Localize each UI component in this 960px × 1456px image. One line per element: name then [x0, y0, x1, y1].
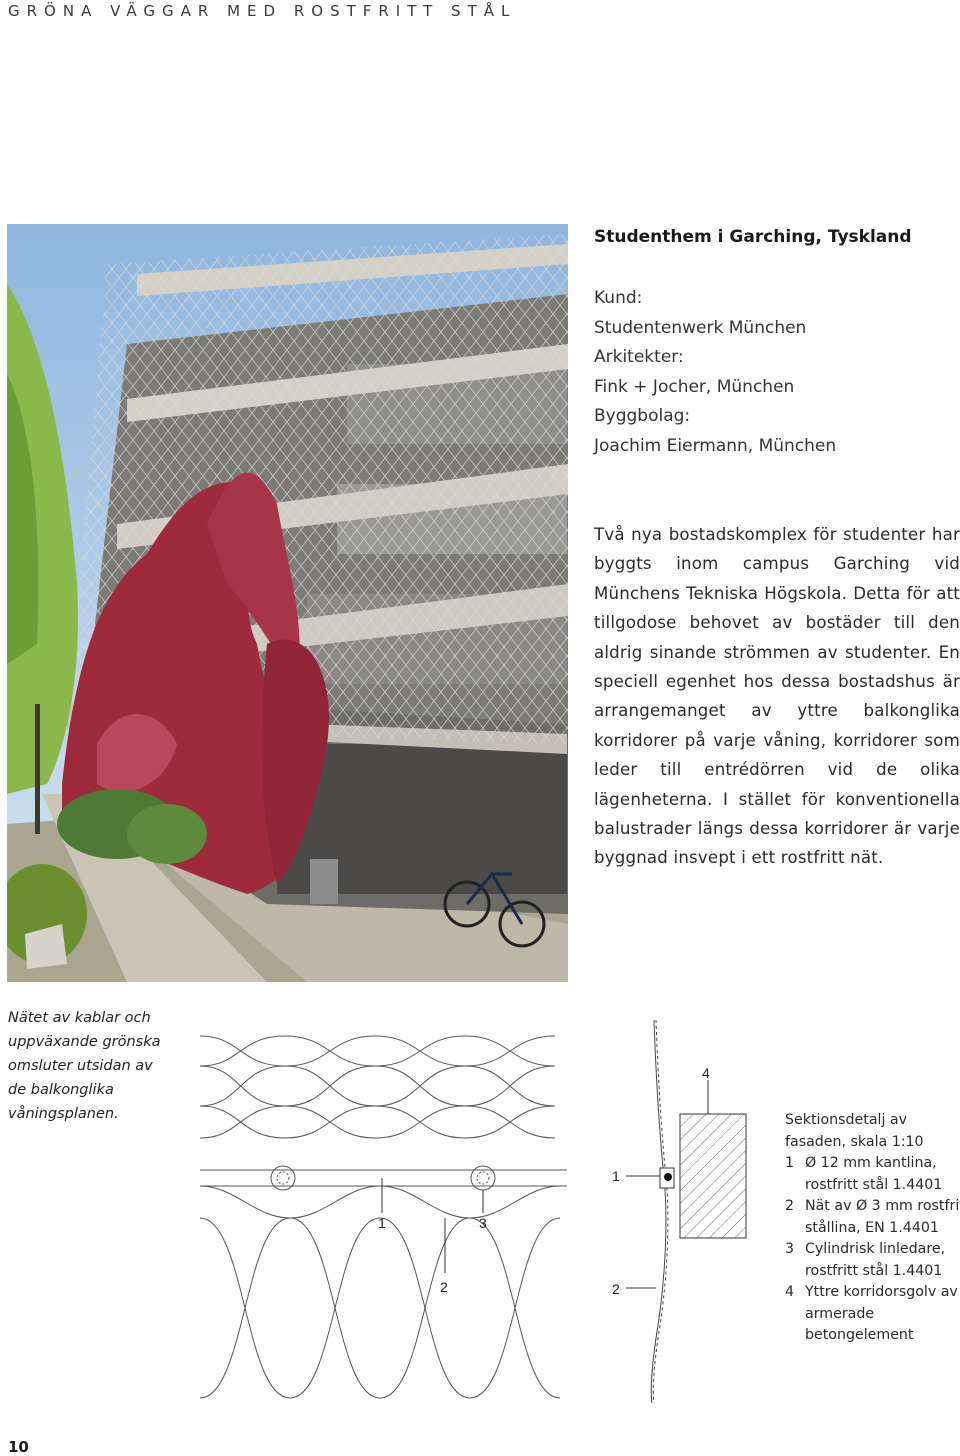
legend-item-number: 2 — [785, 1198, 795, 1214]
mesh-label-1: 1 — [378, 1215, 386, 1231]
legend-item-number: 3 — [785, 1241, 795, 1257]
section-detail-drawing — [598, 1018, 778, 1407]
section-label-2: 2 — [612, 1281, 620, 1297]
meta-value-client: Studentenwerk München — [594, 317, 807, 338]
drawing-legend — [785, 1110, 960, 1347]
photo-caption: Nätet av kablar och uppväxande grönska omsluter utsidan av de balkonglika våningsplanen. — [8, 1010, 161, 1122]
legend-title: Sektionsdetalj av fasaden, skala 1:10 — [785, 1112, 924, 1150]
running-header: GRÖNA VÄGGAR MED ROSTFRITT STÅL — [8, 2, 517, 20]
project-title: Studenthem i Garching, Tyskland — [594, 227, 912, 247]
meta-label-architects: Arkitekter: — [594, 347, 684, 367]
mesh-elevation-drawing — [195, 1018, 575, 1407]
meta-label-builder: Byggbolag: — [594, 406, 691, 426]
section-label-4: 4 — [702, 1065, 710, 1081]
legend-item — [785, 1153, 960, 1196]
meta-value-builder: Joachim Eiermann, München — [594, 435, 837, 456]
page-number: 10 — [8, 1438, 29, 1456]
legend-item-number: 4 — [785, 1284, 795, 1300]
legend-item-text: Yttre korridorsgolv av armerade betongelement — [805, 1284, 958, 1343]
legend-item-text: Ø 12 mm kantlina, rostfritt stål 1.4401 — [805, 1155, 943, 1193]
section-label-1: 1 — [612, 1168, 620, 1184]
legend-item — [785, 1282, 960, 1347]
meta-label-client: Kund: — [594, 288, 643, 308]
meta-value-architects: Fink + Jocher, München — [594, 376, 795, 397]
legend-item-number: 1 — [785, 1155, 795, 1171]
project-meta — [594, 284, 960, 461]
legend-item-text: Nät av Ø 3 mm rostfri stållina, EN 1.4401 — [805, 1198, 960, 1236]
mesh-label-3: 3 — [479, 1215, 487, 1231]
mesh-label-2: 2 — [440, 1279, 448, 1295]
building-photo — [7, 224, 568, 982]
legend-item — [785, 1239, 960, 1282]
project-description: Två nya bostadskomplex för studenter har byggts inom campus Garching vid Münchens Tekniska Högskola. Detta för att tillgodose behovet av bostäder till den aldrig sinande strömmen av studenter. En speciell egenhet hos dessa bostadshus är arrangemanget av yttre balkonglika korridorer på varje våning, korridorer som leder till entrédörren vid de olika lägenheterna. I stället för konventionella balustrader längs dessa korridorer är varje byggnad insvept i ett rostfritt nät. — [594, 525, 960, 868]
legend-item-text: Cylindrisk linledare, rostfritt stål 1.4401 — [805, 1241, 946, 1279]
legend-item — [785, 1196, 960, 1239]
